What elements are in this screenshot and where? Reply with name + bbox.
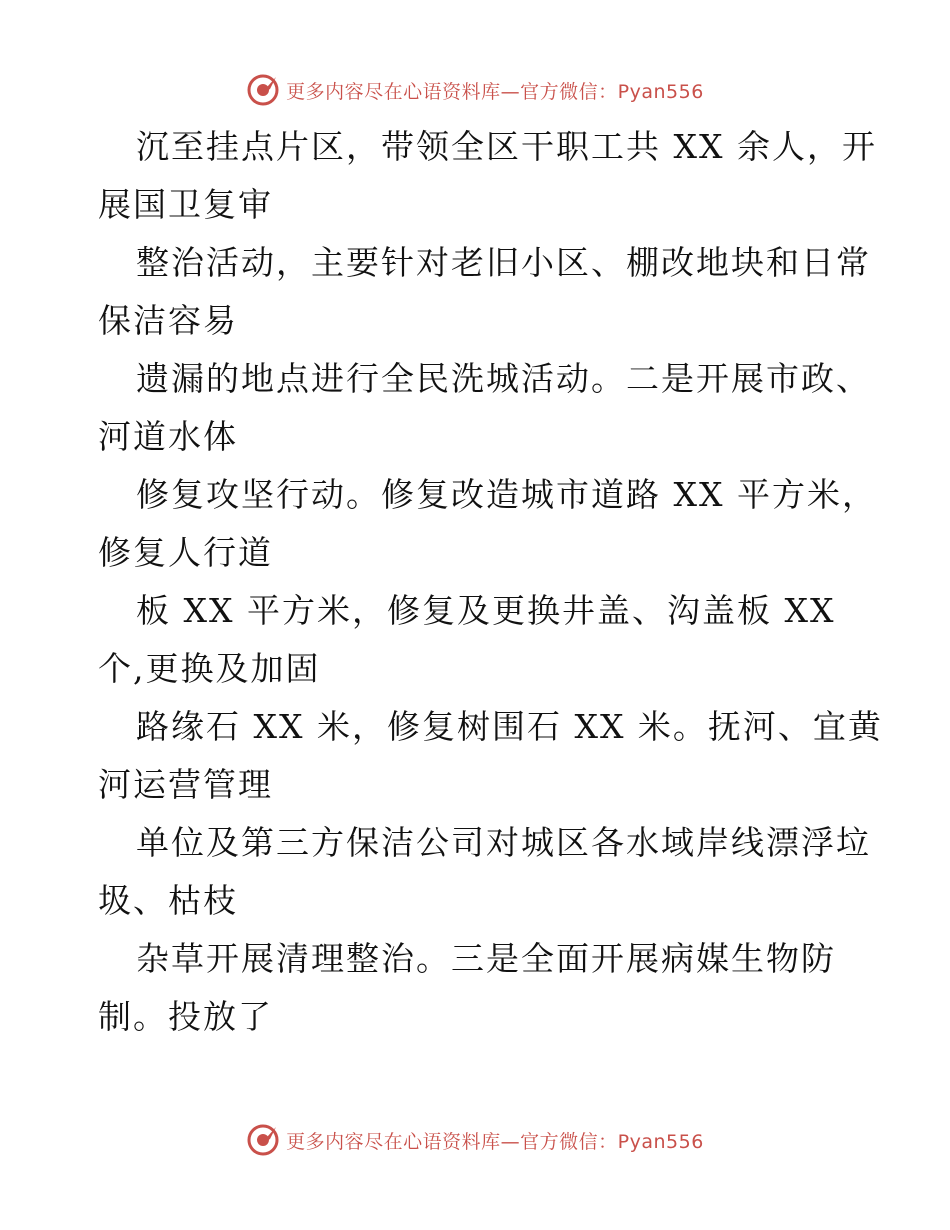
body-line: 板 XX 平方米，修复及更换井盖、沟盖板 XX — [136, 591, 836, 630]
body-line: 河运营管理 — [98, 765, 273, 804]
body-line: 制。投放了 — [98, 997, 273, 1036]
body-line: 遗漏的地点进行全民洗城活动。二是开展市政、 — [136, 359, 871, 398]
body-text — [98, 118, 883, 1046]
body-line: 路缘石 XX 米，修复树围石 XX 米。抚河、宜黄 — [136, 707, 883, 746]
body-line: 修复攻坚行动。修复改造城市道路 XX 平方米， — [136, 475, 877, 514]
body-line: 杂草开展清理整治。三是全面开展病媒生物防 — [136, 939, 836, 978]
body-line: 展国卫复审 — [98, 185, 273, 224]
body-line: 沉至挂点片区，带领全区干职工共 XX 余人，开 — [136, 127, 877, 166]
header-banner — [0, 70, 950, 110]
body-line: 整治活动，主要针对老旧小区、棚改地块和日常 — [136, 243, 871, 282]
footer-banner-text: 更多内容尽在心语资料库—官方微信：Pyan556 — [286, 1130, 704, 1153]
quill-pen-logo-icon — [246, 73, 280, 107]
body-line: 保洁容易 — [98, 301, 238, 340]
body-line: 圾、枯枝 — [98, 881, 238, 920]
body-line: 单位及第三方保洁公司对城区各水域岸线漂浮垃 — [136, 823, 871, 862]
quill-pen-logo-icon — [246, 1123, 280, 1157]
footer-banner — [0, 1120, 950, 1160]
body-line: 个,更换及加固 — [98, 649, 321, 688]
body-line: 修复人行道 — [98, 533, 273, 572]
body-line: 河道水体 — [98, 417, 238, 456]
header-banner-text: 更多内容尽在心语资料库—官方微信：Pyan556 — [286, 80, 704, 103]
